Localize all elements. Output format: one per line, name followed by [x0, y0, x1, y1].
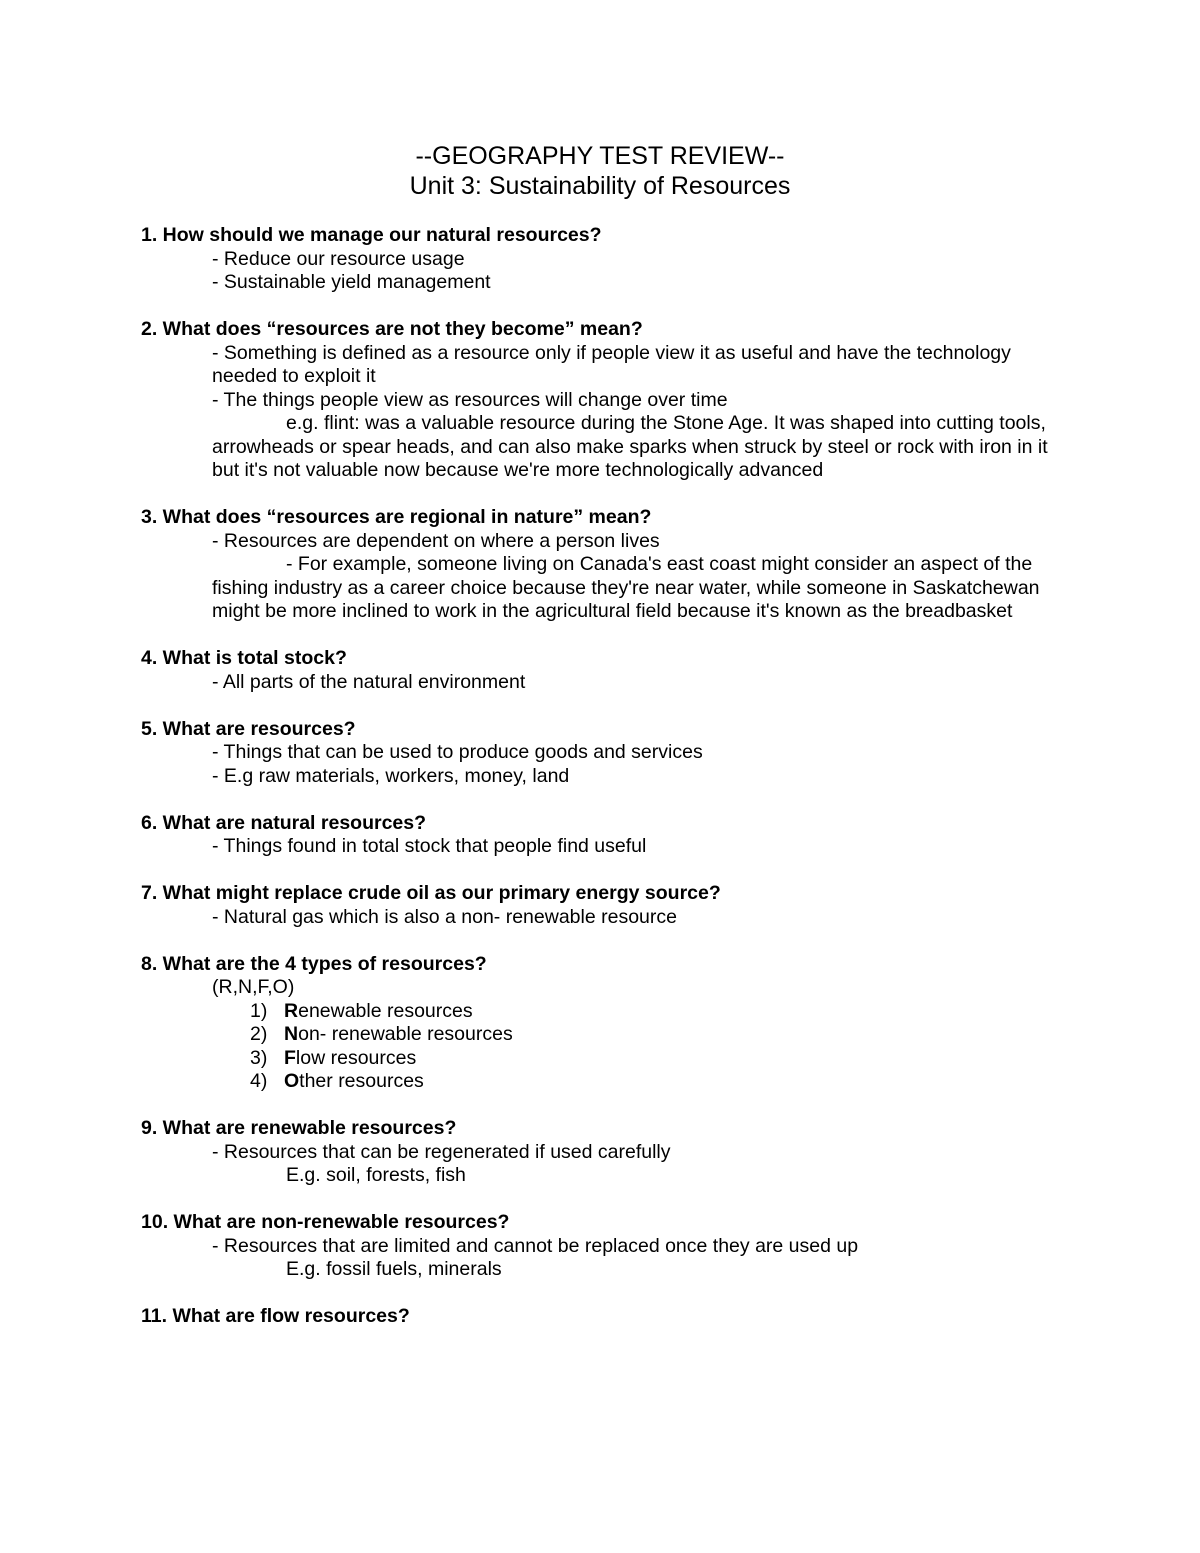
list-rest: enewable resources [298, 999, 473, 1022]
question-block-11 [141, 1305, 1061, 1329]
example-line: E.g. fossil fuels, minerals [286, 1258, 502, 1280]
answer-line: - Reduce our resource usage [212, 247, 465, 270]
question-heading: 11. What are flow resources? [141, 1305, 410, 1327]
page-subtitle: Unit 3: Sustainability of Resources [409, 172, 791, 200]
question-heading: 8. What are the 4 types of resources? [141, 952, 487, 975]
answer-line: - Resources that are limited and cannot be replaced once they are used up [212, 1234, 859, 1257]
answer-line: - Things that can be used to produce goods and services [212, 741, 703, 763]
answer-line: - E.g raw materials, workers, money, land [212, 764, 570, 787]
list-number: 4) [250, 1070, 268, 1092]
answer-line: - Resources are dependent on where a person lives [212, 529, 660, 552]
question-block-5 [141, 718, 1061, 789]
answer-line: - Something is defined as a resource only if people view it as useful and have the technology needed to exploit it [212, 341, 1011, 387]
question-heading: 1. How should we manage our natural resources? [141, 224, 602, 246]
question-block-9 [141, 1117, 1061, 1188]
question-heading: 3. What does “resources are regional in nature” mean? [141, 506, 652, 528]
question-heading: 7. What might replace crude oil as our primary energy source? [141, 882, 721, 904]
list-initial: N [284, 1023, 299, 1045]
list-item [141, 1000, 1061, 1024]
question-heading: 6. What are natural resources? [141, 811, 427, 834]
list-text [250, 1000, 473, 1024]
answer-line: - Natural gas which is also a non- renewable resource [212, 905, 677, 928]
list-initial: R [284, 999, 299, 1022]
list-item [141, 1047, 1061, 1071]
list-number: 1) [250, 999, 268, 1022]
answer-line: (R,N,F,O) [212, 976, 295, 998]
question-heading: 2. What does “resources are not they become” mean? [141, 318, 643, 340]
question-block-10 [141, 1211, 1061, 1282]
question-block-6 [141, 812, 1061, 859]
list-initial: F [284, 1046, 296, 1069]
question-block-8 [141, 953, 1061, 1094]
question-block-2 [141, 318, 1061, 483]
example-text: e.g. flint: was a valuable resource during the Stone Age. It was shaped into cutting tools, arrowheads or spear heads, and can also make sparks when struck by steel or rock with iron in it but it's not valuable now because we're more technologically advanced [212, 412, 1048, 481]
list-initial: O [284, 1070, 300, 1092]
answer-line: - Things found in total stock that people find useful [212, 835, 647, 857]
question-block-4 [141, 647, 1061, 694]
answer-line: - Resources that can be regenerated if used carefully [212, 1140, 671, 1163]
answer-line: - The things people view as resources will change over time [212, 388, 728, 411]
question-heading: 10. What are non-renewable resources? [141, 1211, 510, 1233]
question-block-1 [141, 224, 1061, 295]
list-rest: low resources [295, 1046, 417, 1069]
list-rest: ther resources [299, 1070, 424, 1092]
question-heading: 5. What are resources? [141, 717, 356, 740]
list-number: 2) [250, 1023, 268, 1045]
list-rest: on- renewable resources [298, 1023, 513, 1045]
list-text [250, 1023, 513, 1047]
question-heading: 4. What is total stock? [141, 647, 347, 669]
page-title: --GEOGRAPHY TEST REVIEW-- [415, 142, 785, 170]
list-item [141, 1070, 1061, 1094]
review-content [141, 224, 1061, 1352]
answer-line: - All parts of the natural environment [212, 670, 526, 693]
question-block-7 [141, 882, 1061, 929]
question-heading: 9. What are renewable resources? [141, 1117, 457, 1139]
list-number: 3) [250, 1046, 268, 1069]
title-block [0, 141, 1200, 201]
example-text: - For example, someone living on Canada's east coast might consider an aspect of the fishing industry as a career choice because they're near water, while someone in Saskatchewan might be more inclined to work in the agricultural field because it's known as the breadbasket [212, 553, 1040, 622]
answer-line: - Sustainable yield management [212, 271, 491, 293]
question-block-3 [141, 506, 1061, 624]
example-line: E.g. soil, forests, fish [286, 1164, 466, 1186]
list-item [141, 1023, 1061, 1047]
